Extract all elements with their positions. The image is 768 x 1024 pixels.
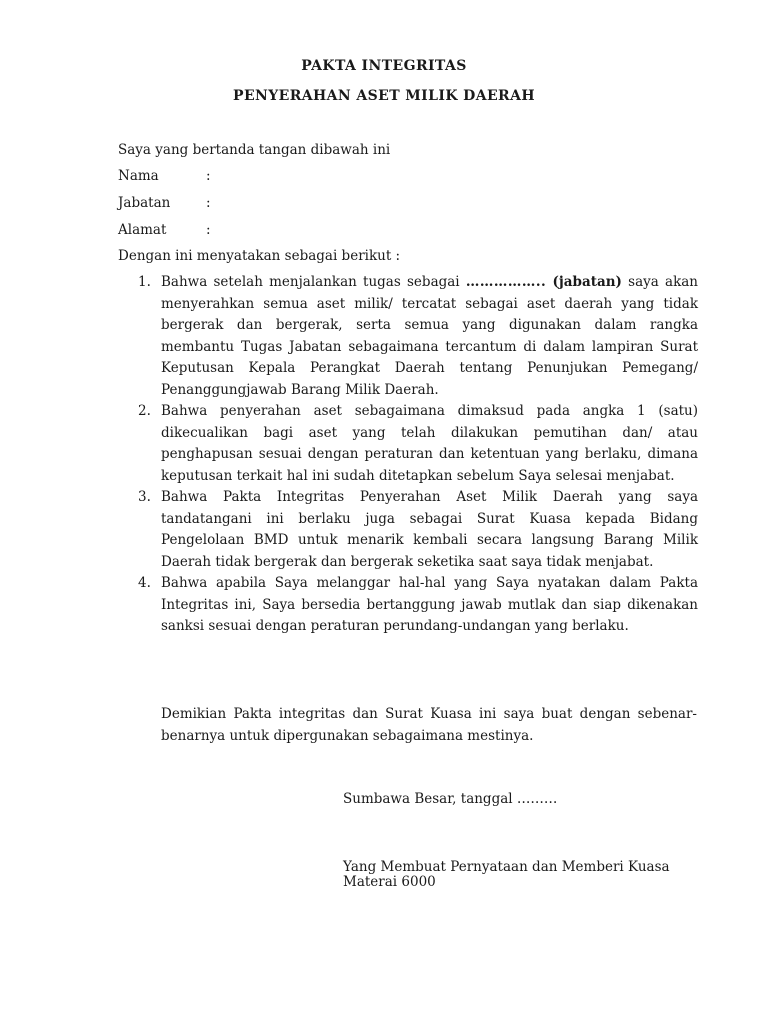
- list-item: [118, 272, 698, 401]
- signature-block: [343, 860, 703, 890]
- list-item-jabatan: (jabatan): [552, 274, 622, 290]
- list-item-number: 1.: [138, 274, 151, 290]
- field-alamat-colon: :: [206, 222, 211, 238]
- list-item-text-pre: Bahwa setelah menjalankan tugas sebagai: [161, 274, 460, 290]
- list-item-number: 3.: [138, 489, 151, 505]
- list-item: [118, 401, 698, 487]
- declaration-list: [118, 272, 698, 638]
- list-item-text: Bahwa penyerahan aset sebagaimana dimaksud pada angka 1 (satu) dikecualikan bagi aset yang telah dilakukan pemutihan dan/ atau penghapusan sesuai dengan peraturan dan ketentuan yang berlaku, dimana keputusan terkait hal ini sudah ditetapkan sebelum Saya selesai menjabat.: [161, 403, 698, 484]
- field-nama-colon: :: [206, 168, 211, 184]
- list-item-number: 4.: [138, 575, 151, 591]
- declaration-intro: Dengan ini menyatakan sebagai berikut :: [118, 248, 401, 264]
- field-alamat: [118, 222, 318, 238]
- field-alamat-label: Alamat: [118, 222, 167, 238]
- signer-statement: Yang Membuat Pernyataan dan Memberi Kuasa: [343, 859, 670, 875]
- document-subtitle: PENYERAHAN ASET MILIK DAERAH: [233, 88, 535, 104]
- place-date: Sumbawa Besar, tanggal ………: [343, 791, 558, 807]
- list-item-text: Bahwa Pakta Integritas Penyerahan Aset Milik Daerah yang saya tandatangani ini berlaku juga sebagai Surat Kuasa kepada Bidang Pengelolaan BMD untuk menarik kembali secara langsung Barang Milik Daerah tidak bergerak dan bergerak seketika saat saya tidak menjabat.: [161, 489, 698, 570]
- field-jabatan-label: Jabatan: [118, 195, 171, 211]
- stamp-duty-note: Materai 6000: [343, 874, 436, 890]
- field-jabatan: [118, 195, 318, 211]
- list-item-text-post: saya akan menyerahkan semua aset milik/ tercatat sebagai aset daerah yang tidak bergerak dan bergerak, serta semua yang digunakan dalam rangka membantu Tugas Jabatan sebagaimana tercantum di dalam lampiran Surat Keputusan Kepala Perangkat Daerah tentang Penunjukan Pemegang/ Penanggungjawab Barang Milik Daerah.: [161, 274, 698, 398]
- document-title: PAKTA INTEGRITAS: [301, 58, 467, 74]
- field-nama-label: Nama: [118, 168, 159, 184]
- field-jabatan-colon: :: [206, 195, 211, 211]
- list-item-number: 2.: [138, 403, 151, 419]
- list-item: [118, 573, 698, 638]
- field-nama: [118, 168, 318, 184]
- intro-text: Saya yang bertanda tangan dibawah ini: [118, 142, 391, 158]
- list-item-text: Bahwa apabila Saya melanggar hal-hal yang Saya nyatakan dalam Pakta Integritas ini, Saya bersedia bertanggung jawab mutlak dan siap dikenakan sanksi sesuai dengan peraturan perundang-undangan yang berlaku.: [161, 575, 698, 634]
- list-item-dots: ……………..: [465, 274, 547, 290]
- closing-paragraph: Demikian Pakta integritas dan Surat Kuasa ini saya buat dengan sebenar-benarnya untuk dipergunakan sebagaimana mestinya.: [161, 706, 697, 744]
- list-item: [118, 487, 698, 573]
